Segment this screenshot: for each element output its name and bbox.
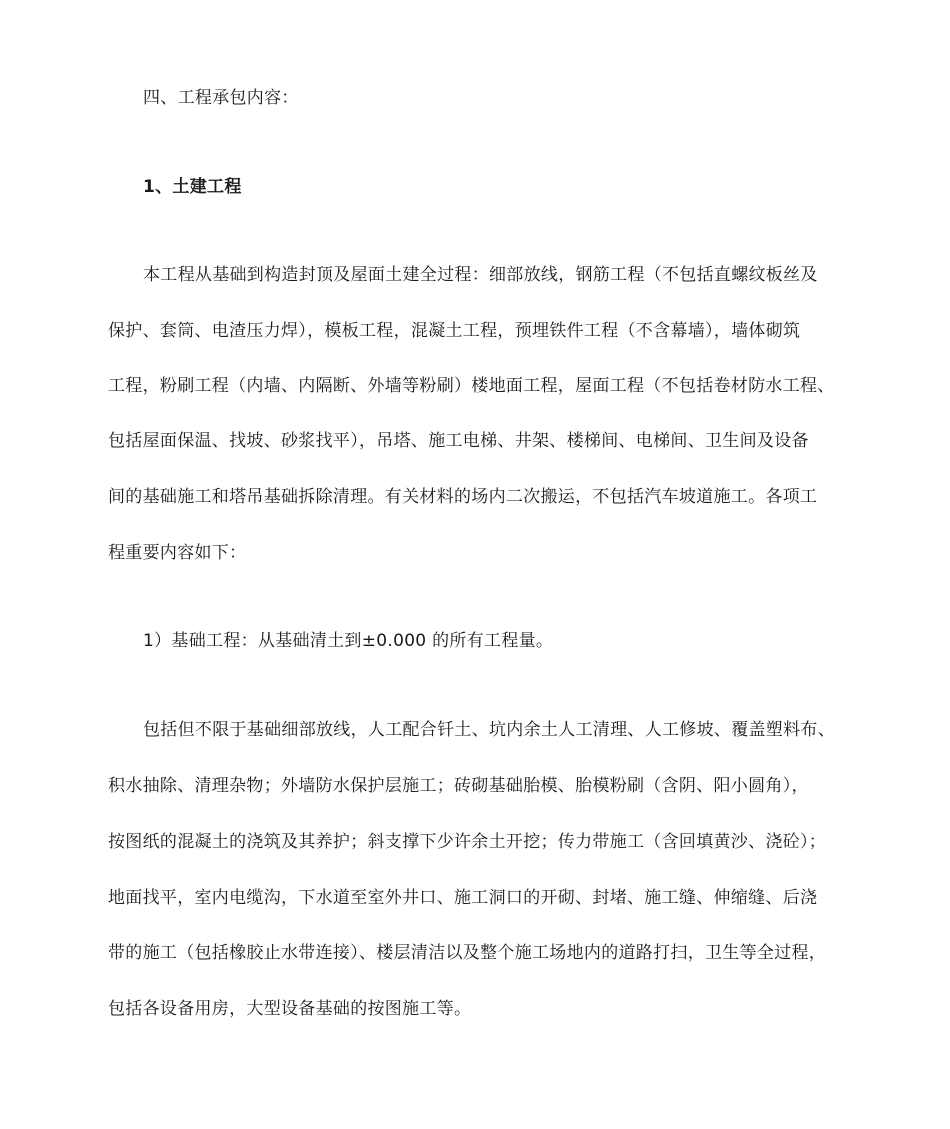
intro-line-3: 工程，粉刷工程（内墙、内隔断、外墙等粉刷）楼地面工程，屋面工程（不包括卷材防水工程、 (108, 376, 835, 396)
section-heading: 四、工程承包内容： (143, 88, 299, 108)
subheading-civil-works: 1、土建工程 (143, 177, 242, 197)
foundation-line-3: 按图纸的混凝土的浇筑及其养护；斜支撑下少许余土开挖；传力带施工（含回填黄沙、浇砼）； (108, 832, 827, 852)
foundation-line-5: 带的施工（包括橡胶止水带连接）、楼层清洁以及整个施工场地内的道路打扫，卫生等全过程， (108, 943, 827, 963)
foundation-line-4: 地面找平，室内电缆沟，下水道至室外井口、施工洞口的开砌、封堵、施工缝、伸缩缝、后浇 (108, 888, 818, 908)
intro-line-1: 本工程从基础到构造封顶及屋面土建全过程：细部放线，钢筋工程（不包括直螺纹板丝及 (143, 265, 818, 285)
foundation-line-6: 包括各设备用房，大型设备基础的按图施工等。 (108, 999, 472, 1019)
intro-line-6: 程重要内容如下： (108, 543, 247, 563)
foundation-line-1: 包括但不限于基础细部放线，人工配合钎土、坑内余土人工清理、人工修坡、覆盖塑料布、 (143, 720, 835, 740)
foundation-line-2: 积水抽除、清理杂物；外墙防水保护层施工；砖砌基础胎模、胎模粉刷（含阴、阳小圆角）， (108, 776, 809, 796)
item-heading-foundation: 1）基础工程：从基础清土到±0.000 的所有工程量。 (143, 631, 554, 651)
intro-line-2: 保护、套筒、电渣压力焊），模板工程，混凝土工程，预埋铁件工程（不含幕墙），墙体砌筑 (108, 321, 801, 341)
intro-line-5: 间的基础施工和塔吊基础拆除清理。有关材料的场内二次搬运，不包括汽车坡道施工。各项工 (108, 487, 818, 507)
intro-line-4: 包括屋面保温、找坡、砂浆找平），吊塔、施工电梯、井架、楼梯间、电梯间、卫生间及设备 (108, 431, 809, 451)
